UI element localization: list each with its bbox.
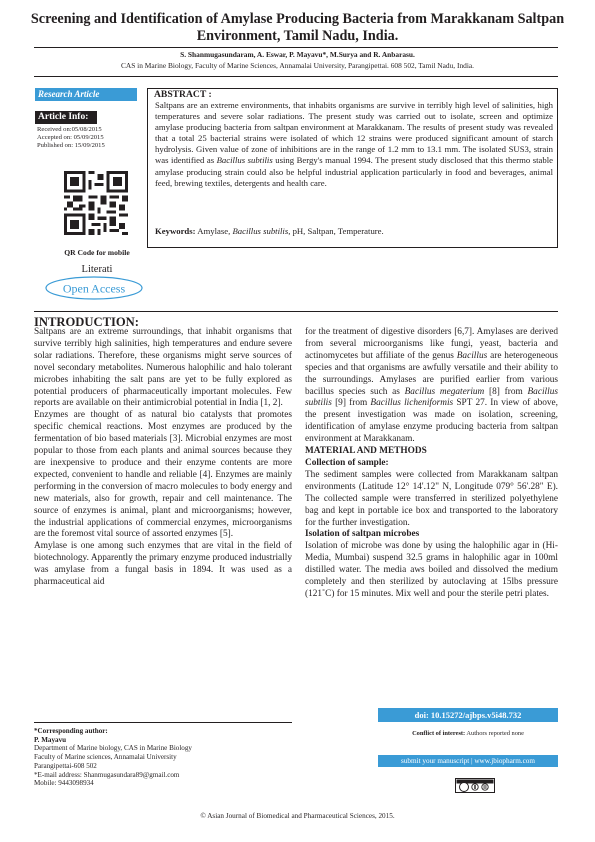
open-access-text: Open Access (62, 281, 126, 296)
doi-badge[interactable]: doi: 10.15272/ajbps.v5i48.732 (378, 708, 558, 722)
literati-label: Literati (81, 264, 113, 275)
keywords: Keywords: Amylase, Bacillus subtilis, pH, Saltpan, Temperature. (155, 226, 384, 236)
corr-email[interactable]: *E-mail address: Shanmugasundara89@gmail.com (34, 770, 180, 779)
affiliation-divider (34, 76, 558, 77)
corr-dept: Department of Marine biology, CAS in Marine Biology (34, 744, 192, 753)
published-date: Published on: 15/09/2015 (37, 142, 105, 149)
author-list: S. Shanmugasundaram, A. Eswar, P. Mayavu*, M.Surya and R. Anbarasu. (180, 50, 415, 59)
copyright-footer: © Asian Journal of Biomedical and Pharmaceutical Sciences, 2015. (200, 812, 395, 820)
submit-manuscript-link[interactable]: submit your manuscript | www.jbiopharm.com (378, 755, 558, 767)
corr-faculty: Faculty of Marine sciences, Annamalai University (34, 753, 177, 762)
header-divider (34, 47, 558, 48)
corresponding-author (34, 727, 274, 788)
introduction-heading: INTRODUCTION: (34, 315, 139, 329)
isolation-heading: Isolation of saltpan microbes (305, 529, 420, 540)
qr-code-label: QR Code for mobile (64, 248, 130, 257)
intro-paragraph-4: for the treatment of digestive disorders [6,7]. Amylases are derived from several microorganisms like fungi, yeast, bacteria and actinomycetes but affiliate of the genus Bacillus are heterogeneous species and that organisms are awfully versatile and their ability to the surroundings. Amylases are purified earlier from various bacillus species such as Bacillus megaterium [8] from Bacillus subtilis [9] from Bacillus licheniformis SPT 27. In view of above, the present investigation was made on isolation, screening, identification of amylase enzyme producing bacteria from saltpan environment at Marakkanam. (305, 327, 558, 445)
creative-commons-icon[interactable] (455, 778, 495, 793)
intro-paragraph-1: Saltpans are an extreme surroundings, that inhabit organisms that survive terribly high salinities, high temperatures and endure severe solar radiations. Therefore, these organisms might serve sources of novel secondary metabolites. Numerous halophilic and halo tolerant microbes inhabiting the salt pans are yet to be fully explored as potential producers of pharmaceutically important molecules. Few reports are available on their antimicrobial potential in India [1, 2]. (34, 327, 292, 409)
corr-city: Parangipettai-608 502 (34, 761, 97, 770)
corr-mobile: Mobile: 9443098934 (34, 779, 94, 788)
affiliation: CAS in Marine Biology, Faculty of Marine Sciences, Annamalai University, Parangipettai. 608 502, Tamil Nadu, India. (120, 61, 475, 70)
column-left (34, 327, 292, 589)
isolation-text: Isolation of microbe was done by using the halophilic agar in (Hi-Media, Mumbai) suspend 32.5 grams in halophilic agar in 100ml distilled water. The media aws boiled and dissolved the medium completely and then sterilized by autoclaving at 15lbs pressure (121˚C) for 15 minutes. Mix well and pour the sterile petri plates. (305, 541, 558, 599)
open-access-logo (44, 275, 144, 301)
abstract-text: Saltpans are an extreme environments, that inhabits organisms are survive in terribly high level of salinities, high temperatures and severe solar radiations. The present study was carried out to isolate, screen and optimize amylase producing bacteria from saltpan environment at Marakkanam. The results of present study was revealed that a total 25 bacterial strains were isolated of which 12 strains were produced significant amount of starch hydrolysis. Given value of zone of inhibitions are in the range of 1.2 mm to 13.1 mm. The isolated SUS3, strain was identified as Bacillus subtilis using Bergy's manual 1994. The present study disclosed that this thermo stable amylase producing strain could also be helpful industrial application particularly in food and beverages, animal feed, brewing textiles, detergents and health care. (155, 100, 553, 188)
corr-heading: *Corresponding author: (34, 727, 108, 735)
intro-paragraph-3: Amylase is one among such enzymes that are vital in the field of biotechnology. Apparently the primary enzyme produced industrially was amylase from a fungal basis in 1894. It was used as a pharmaceutical aid (34, 541, 292, 588)
species-name: Bacillus subtilis (216, 155, 273, 166)
received-date: Received on:05/08/2015 (37, 126, 102, 133)
methods-heading: MATERIAL AND METHODS (305, 446, 427, 457)
accepted-date: Accepted on: 05/09/2015 (37, 134, 104, 141)
abstract-heading: ABSTRACT : (154, 89, 212, 100)
paper-title: Screening and Identification of Amylase Producing Bacteria from Marakkanam Saltpan Environment, Tamil Nadu, India. (30, 11, 565, 44)
body-divider (34, 311, 558, 312)
research-article-badge: Research Article (35, 88, 137, 101)
column-right (305, 327, 558, 601)
conflict-of-interest: Conflict of interest: Authors reported none (412, 730, 524, 737)
footnote-divider (34, 722, 292, 723)
intro-paragraph-2: Enzymes are thought of as natural bio catalysts that promotes specific chemical reactions. Most enzymes are produced by the fermentation of bio based materials [3]. Microbial enzymes are most popular to those from each plants and animal sources because they are inexpensive to produce and their enzyme contents are more expected, convenient to handle and reliable [4]. Enzymes are mainly performing in the conversion of macro molecules to body energy and new materials, also for growth, repair and cell maintenance. The source of enzymes is animal, plant and microorganisms; however, the industrial applications of commercial enzymes, microorganisms are the foremost vital source of assorted enzymes [5]. (34, 410, 292, 540)
article-dates (37, 126, 105, 150)
collection-text: The sediment samples were collected from Marakkanam saltpan environments (Latitude 12° 14'.12" N, Longitude 079° 56'.28" E). The collected sample were transferred in sterilized polyethylene bag and kept in portable ice box and transported to the laboratory for the further investigation. (305, 469, 558, 528)
keywords-label: Keywords: (155, 226, 196, 236)
corr-name: P. Mayavu (34, 735, 67, 744)
collection-heading: Collection of sample: (305, 457, 389, 468)
article-info-badge: Article Info: (35, 111, 97, 124)
qr-code-icon[interactable] (64, 171, 128, 235)
